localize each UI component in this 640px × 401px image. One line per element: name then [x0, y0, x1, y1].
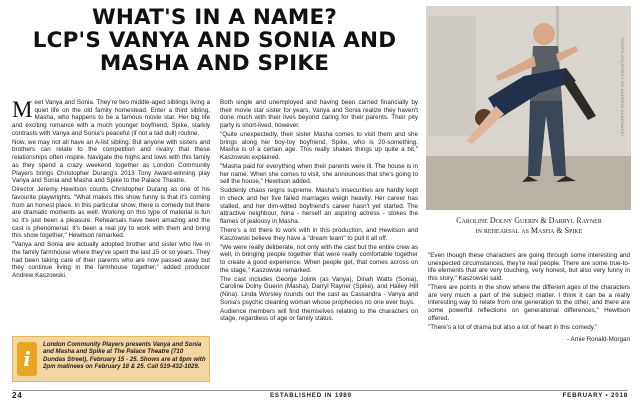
- rehearsal-photo: [426, 6, 631, 210]
- established-text: ESTABLISHED IN 1989: [270, 392, 352, 399]
- paragraph: "Vanya and Sonia are actually adopted brother and sister who live in the family farmhouse where they've spent the last 15 or so years. They had been taking care of their parents who are now passed away but they continue living in the farmhouse together," added producer Andrew Kaszowski.: [12, 241, 210, 280]
- paragraph: "We were really deliberate, not only with the cast but the entire crew as well, in bringing people together that were really comfortable together to create a good experience. When people get, that comes across on the stage," Kaszowski remarked.: [220, 243, 418, 274]
- page-number: 24: [12, 391, 23, 400]
- paragraph: "Even though these characters are going through some interesting and unexpected circumstances, they're real people. There are some true-to-life elements that are very touching, very honest, but also very funny in this story," Kaszowski said.: [428, 252, 630, 283]
- paragraph: Audience members will find themselves relating to the characters on stage, regardless of age or family status.: [220, 307, 418, 323]
- caption-line-2: in rehearsal as Masha & Spike: [475, 226, 583, 235]
- paragraph: The cast includes George Jolink (as Vanya), Dinah Watts (Sonia), Caroline Dolny Guerin (Masha), Darryl Rayner (Spike), and Hailey Hill (Nina). Linda Worsley rounds out the cast as Cassandra - Vanya and Sonia's psychic cleaning woman whose prophecies no one ever buys.: [220, 275, 418, 306]
- drop-cap: M: [12, 97, 33, 122]
- article-column-1: [12, 99, 210, 281]
- photo-illustration: [426, 6, 631, 210]
- event-info-box: [12, 336, 210, 382]
- photo-caption: [430, 216, 628, 236]
- paragraph: "There are points in the show where the different ages of the characters are very much a part of the subject matter. I think it can be a really interesting way to relate from one generation to the other, and there are some powerful reflections on generational differences," Hewitson offered.: [428, 284, 630, 322]
- info-icon: i: [17, 342, 37, 376]
- paragraph: "Masha paid for everything when their parents were ill. The house is in her name. When she comes to visit, she announces that she's going to sell the house," Hewitson added.: [220, 163, 418, 186]
- paragraph: "There's a lot of drama but also a lot of heart in this comedy.": [428, 323, 598, 331]
- event-info-text: London Community Players presents Vanya and Sonia and Masha and Spike at The Palace Theatre (710 Dundas Street), February 15 - 25. Shows are at 8pm with 2pm matinees on February 18 & 25. Call 519-432-1029.: [43, 341, 206, 371]
- headline-line-2: LCP'S VANYA AND SONIA AND: [32, 28, 397, 53]
- paragraph: Director Jeremy Hewitson counts Christopher Durang as one of his favourite playwrights. "What makes this show funny is that it's coming from an honest place. In this particular show, there is comedy but there are dramatic moments as well. Working on this type of material is fun so it's just been a pleasure. Rehearsals have been amazing and the cast is phenomenal. It's been a real joy to work with them and bring this show together," Hewitson remarked.: [12, 186, 210, 240]
- caption-line-1: Caroline Dolny Guerin & Darryl Rayner: [456, 216, 602, 225]
- paragraph: Both single and unemployed and having been carried financially by their movie star sister for years, Vanya and Sonia realize they haven't done much with their lives beyond caring for their parents. Their pity party is short-lived, however.: [220, 99, 418, 130]
- article-column-3: [428, 252, 630, 345]
- headline-line-3: MASHA AND SPIKE: [99, 51, 330, 76]
- headline: [12, 6, 417, 75]
- paragraph: "Quite unexpectedly, their sister Masha comes to visit them and she brings along her boy-toy boyfriend, Spike, who is 20-something. Masha is of a certain age. This really shakes things up quite a bit," Kaszowski explained.: [220, 131, 418, 162]
- paragraph: Now, we may not all have an A-list sibling. But anyone with sisters and brothers can relate to the competition and rivalry that these relationships often inspire. Navigate the highs and lows with this family as they spend a crazy weekend together as London Community Players brings Christopher Durang's 2013 Tony Award-winning play Vanya and Sonia and Masha and Spike to the Palace Theatre.: [12, 138, 210, 185]
- article-column-2: [220, 99, 418, 324]
- photo-credit: PHOTO COURTESY OF ANDREW KASZOWSKI: [620, 38, 625, 136]
- issue-date: FEBRUARY • 2018: [562, 392, 628, 399]
- paragraph: Meet Vanya and Sonia. They're two middle-aged siblings living a quiet life on the old family homestead. Enter a third sibling, Masha, who happens to be a famous movie star. Her big life and exciting romance with a much younger boyfriend, Spike, starkly contrasts with Vanya and Sonia's peaceful (if not a tad dull) routine.: [12, 97, 210, 137]
- byline: - Amie Ronald-Morgan: [567, 336, 630, 344]
- headline-line-1: WHAT'S IN A NAME?: [91, 5, 338, 30]
- paragraph: There's a lot there to work with in this production, and Hewitson and Kaszowski believe they have a "dream team" to pull it all off.: [220, 227, 418, 242]
- paragraph: Suddenly chaos reigns supreme. Masha's insecurities are hardly kept in check and her five failed marriages weigh heavily. Her career has stalled, and her dim-witted boyfriend's career hasn't yet started. The attractive neighbour, Nina - herself an aspiring actress - stokes the flames of jealousy in Masha.: [220, 187, 418, 226]
